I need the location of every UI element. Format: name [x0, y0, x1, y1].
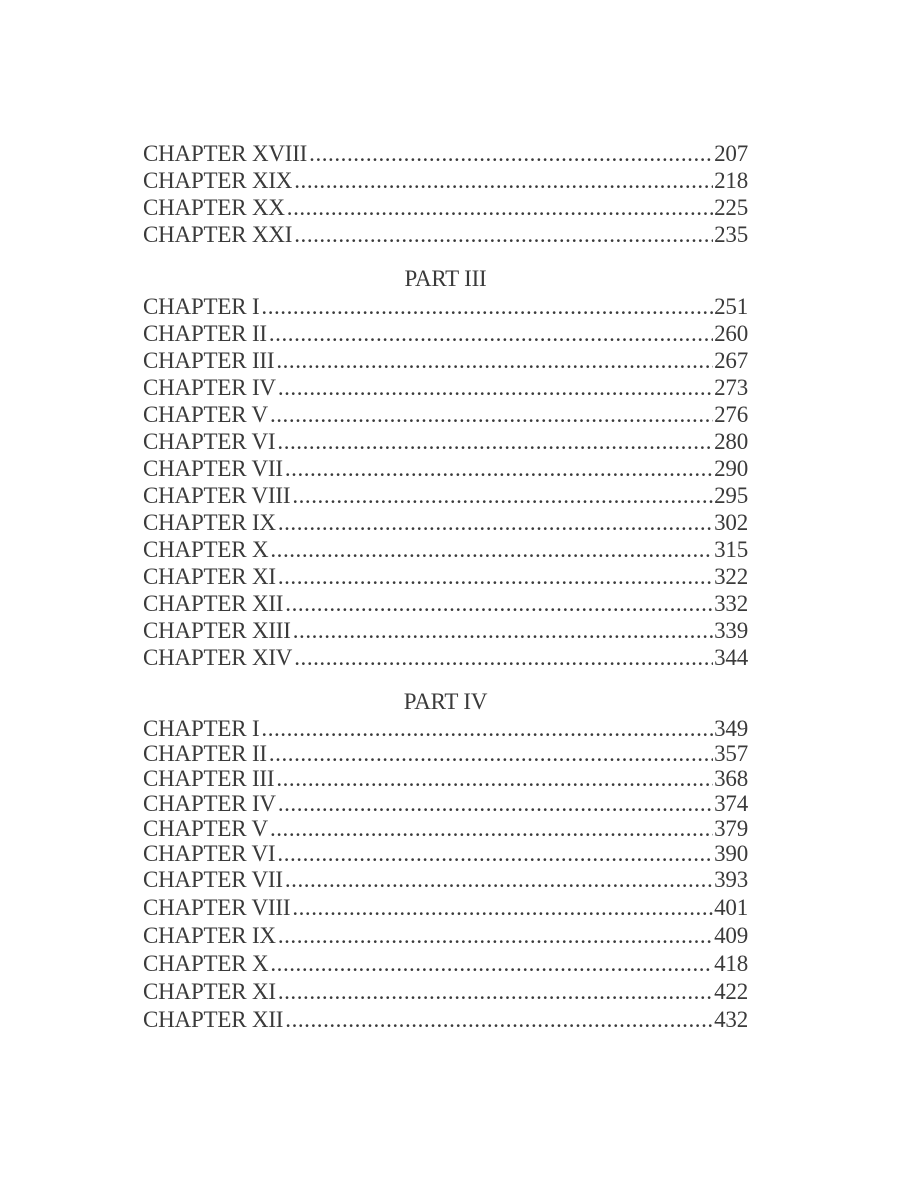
toc-entry[interactable]: [143, 617, 748, 644]
part3-chapter-list: [143, 293, 748, 671]
toc-entry[interactable]: [143, 716, 748, 741]
toc-entry[interactable]: [143, 347, 748, 374]
toc-entry[interactable]: [143, 644, 748, 671]
dot-leader: [269, 741, 713, 766]
dot-leader: [285, 866, 713, 894]
dot-leader: [293, 617, 713, 644]
dot-leader: [277, 428, 713, 455]
toc-entry[interactable]: [143, 866, 748, 894]
chapter-label: CHAPTER VIII: [143, 483, 291, 508]
page-number: 344: [714, 645, 748, 670]
page-number: 422: [714, 979, 748, 1004]
toc-entry[interactable]: [143, 509, 748, 536]
page-number: 290: [714, 456, 748, 481]
page-number: 267: [714, 348, 748, 373]
page-number: 368: [714, 766, 748, 791]
page-number: 207: [714, 141, 748, 166]
page-number: 251: [714, 294, 748, 319]
page-number: 276: [714, 402, 748, 427]
toc-entry[interactable]: [143, 816, 748, 841]
chapter-label: CHAPTER VI: [143, 429, 276, 454]
chapter-label: CHAPTER VI: [143, 841, 276, 866]
chapter-label: CHAPTER XXI: [143, 222, 293, 247]
chapter-label: CHAPTER IV: [143, 375, 276, 400]
toc-entry[interactable]: [143, 455, 748, 482]
toc-entry[interactable]: [143, 140, 748, 167]
chapter-label: CHAPTER XX: [143, 195, 285, 220]
toc-entry[interactable]: [143, 1006, 748, 1034]
dot-leader: [285, 455, 713, 482]
toc-entry[interactable]: [143, 167, 748, 194]
page-number: 401: [714, 895, 748, 920]
page-number: 379: [714, 816, 748, 841]
chapter-label: CHAPTER I: [143, 716, 260, 741]
chapter-label: CHAPTER I: [143, 294, 260, 319]
dot-leader: [278, 978, 713, 1006]
chapter-label: CHAPTER IV: [143, 791, 276, 816]
dot-leader: [270, 401, 713, 428]
dot-leader: [294, 221, 713, 248]
chapter-label: CHAPTER VII: [143, 456, 283, 481]
toc-entry[interactable]: [143, 320, 748, 347]
page-number: 235: [714, 222, 748, 247]
dot-leader: [294, 644, 713, 671]
chapter-label: CHAPTER IX: [143, 510, 276, 535]
chapter-label: CHAPTER XIX: [143, 168, 293, 193]
dot-leader: [278, 791, 713, 816]
page-number: 393: [714, 867, 748, 892]
table-of-contents: [143, 140, 748, 1034]
chapter-label: CHAPTER III: [143, 766, 275, 791]
page-number: 332: [714, 591, 748, 616]
toc-entry[interactable]: [143, 563, 748, 590]
toc-entry[interactable]: [143, 590, 748, 617]
chapter-label: CHAPTER XI: [143, 979, 276, 1004]
page-number: 339: [714, 618, 748, 643]
dot-leader: [269, 320, 713, 347]
toc-entry[interactable]: [143, 536, 748, 563]
chapter-label: CHAPTER VII: [143, 867, 283, 892]
page-number: 418: [714, 951, 748, 976]
chapter-label: CHAPTER XIV: [143, 645, 293, 670]
page-number: 322: [714, 564, 748, 589]
toc-entry[interactable]: [143, 922, 748, 950]
chapter-label: CHAPTER II: [143, 741, 267, 766]
page-number: 357: [714, 741, 748, 766]
page-number: 225: [714, 195, 748, 220]
part-heading: PART IV: [403, 689, 488, 714]
part-heading: PART III: [404, 266, 487, 291]
toc-entry[interactable]: [143, 841, 748, 866]
page-number: 349: [714, 716, 748, 741]
chapter-label: CHAPTER XI: [143, 564, 276, 589]
chapter-label: CHAPTER XII: [143, 1007, 284, 1032]
toc-entry[interactable]: [143, 293, 748, 320]
dot-leader: [278, 509, 713, 536]
dot-leader: [285, 1006, 713, 1034]
page-number: 260: [714, 321, 748, 346]
chapter-label: CHAPTER X: [143, 951, 269, 976]
chapter-label: CHAPTER V: [143, 402, 268, 427]
dot-leader: [292, 482, 713, 509]
part4-chapter-list-lower: [143, 866, 748, 1034]
toc-entry[interactable]: [143, 894, 748, 922]
chapter-label: CHAPTER XVIII: [143, 141, 308, 166]
page-number: 302: [714, 510, 748, 535]
dot-leader: [278, 563, 713, 590]
chapter-label: CHAPTER XIII: [143, 618, 291, 643]
dot-leader: [270, 950, 713, 978]
toc-entry[interactable]: [143, 221, 748, 248]
dot-leader: [276, 347, 713, 374]
toc-entry[interactable]: [143, 374, 748, 401]
dot-leader: [276, 766, 713, 791]
dot-leader: [294, 167, 713, 194]
page-number: 295: [714, 483, 748, 508]
toc-entry[interactable]: [143, 741, 748, 766]
page-number: 315: [714, 537, 748, 562]
page-number: 280: [714, 429, 748, 454]
toc-entry[interactable]: [143, 766, 748, 791]
chapter-label: CHAPTER IX: [143, 923, 276, 948]
toc-entry[interactable]: [143, 428, 748, 455]
chapter-label: CHAPTER XII: [143, 591, 284, 616]
part2-tail-list: [143, 140, 748, 248]
chapter-label: CHAPTER III: [143, 348, 275, 373]
dot-leader: [270, 536, 713, 563]
dot-leader: [292, 894, 713, 922]
dot-leader: [309, 140, 713, 167]
part4-chapter-list-upper: [143, 716, 748, 866]
dot-leader: [277, 841, 713, 866]
toc-entry[interactable]: [143, 194, 748, 221]
page-number: 374: [714, 791, 748, 816]
toc-entry[interactable]: [143, 791, 748, 816]
dot-leader: [270, 816, 713, 841]
chapter-label: CHAPTER V: [143, 816, 268, 841]
page-number: 390: [714, 841, 748, 866]
toc-entry[interactable]: [143, 482, 748, 509]
chapter-label: CHAPTER X: [143, 537, 269, 562]
dot-leader: [261, 293, 713, 320]
page-number: 218: [714, 168, 748, 193]
dot-leader: [285, 590, 713, 617]
dot-leader: [261, 716, 713, 741]
dot-leader: [278, 374, 713, 401]
toc-entry[interactable]: [143, 950, 748, 978]
toc-entry[interactable]: [143, 978, 748, 1006]
dot-leader: [287, 194, 713, 221]
chapter-label: CHAPTER VIII: [143, 895, 291, 920]
toc-entry[interactable]: [143, 401, 748, 428]
chapter-label: CHAPTER II: [143, 321, 267, 346]
page-number: 432: [714, 1007, 748, 1032]
page-number: 273: [714, 375, 748, 400]
dot-leader: [278, 922, 713, 950]
page-number: 409: [714, 923, 748, 948]
